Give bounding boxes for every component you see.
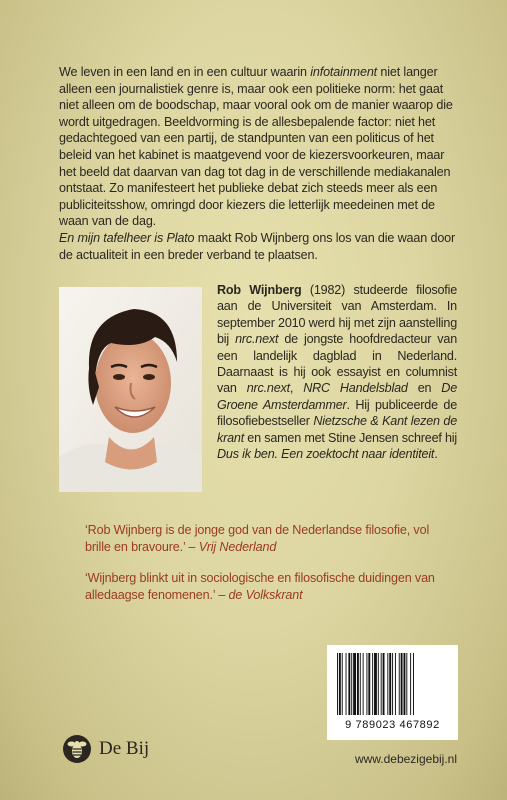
barcode-bar: [363, 653, 364, 715]
barcode-bar: [401, 653, 403, 715]
barcode-bar: [383, 653, 385, 715]
barcode-bar: [360, 653, 361, 715]
back-cover-blurb: [59, 64, 459, 263]
barcode-bar: [404, 653, 406, 715]
barcode-bar: [413, 653, 414, 715]
barcode-bar: [351, 653, 352, 715]
barcode-bar: [353, 653, 356, 715]
barcode-bar: [346, 653, 347, 715]
barcode-bar: [339, 653, 341, 715]
barcode-bar: [389, 653, 391, 715]
quote-source: Vrij Nederland: [198, 539, 277, 554]
barcode-bar: [374, 653, 377, 715]
barcode-bar: [368, 653, 370, 715]
blurb-emphasis: infotainment: [310, 65, 378, 79]
author-name: Rob Wijnberg: [217, 283, 302, 297]
author-bio: Rob Wijnberg (1982) studeerde filosofie aan de Universiteit van Amsterdam. In september 2010 werd hij met zijn aanstelling bij nrc.next de jongste hoofdredacteur van een landelijk dagblad in Nederland. Daarnaast is hij ook essayist en columnist van nrc.next, NRC Handelsblad en De Groene Amsterdammer. Hij publiceerde de filosofiebestseller Nietzsche & Kant lezen de krant en samen met Stine Jensen schreef hij Dus ik ben. Een zoektocht naar identiteit.: [217, 283, 457, 462]
press-quotes: [85, 522, 445, 618]
blurb-paragraph-1: We leven in een land en in een cultuur waarin infotainment niet langer alleen een journalistiek genre is, maar ook een politieke norm: het gaat niet alleen om de boodschap, maar vooral ook om de manier waarop die wordt uitgedragen. Beeldvorming is de allesbepalende factor: niet het gedachtegoed van een partij, de standpunten van een politicus of het beleid van het kabinet is maatgevend voor de kiezersvoorkeuren, maar het beeld dat daarvan van dag tot dag in de verschillende mediakanalen ontstaat. Zo manifesteert het publieke debat zich steeds meer als een publiciteitsshow, omringd door kiezers die letterlijk meedeinen met de waan van de dag.: [59, 65, 453, 229]
publisher-website: www.debezigebij.nl: [354, 752, 457, 766]
barcode-bar: [378, 653, 379, 715]
bee-logo-icon: [62, 734, 92, 764]
barcode-bar: [406, 653, 407, 715]
publisher-name: De Bij: [99, 738, 150, 759]
barcode-bar: [399, 653, 400, 715]
barcode-bar: [392, 653, 393, 715]
author-portrait-illustration: [59, 287, 202, 492]
barcode-bar: [366, 653, 367, 715]
book-title: En mijn tafelheer is Plato: [59, 230, 195, 245]
barcode-bar: [357, 653, 359, 715]
press-quote: ‘Rob Wijnberg is de jonge god van de Nederlandse filosofie, vol brille en bravoure.’ – Vrij Nederland: [85, 523, 430, 554]
barcode-bar: [337, 653, 338, 715]
press-quote: ‘Wijnberg blinkt uit in sociologische en filosofische duidingen van alledaagse fenomenen.’ – de Volkskrant: [85, 571, 435, 602]
quote-source: de Volkskrant: [228, 587, 303, 602]
barcode-bar: [387, 653, 388, 715]
barcode: [327, 645, 458, 740]
barcode-bar: [348, 653, 350, 715]
barcode-bar: [410, 653, 411, 715]
author-portrait: [59, 287, 202, 492]
publisher-logo: [62, 734, 149, 764]
barcode-bar: [372, 653, 373, 715]
isbn-number: 9 789023 467892: [345, 719, 440, 731]
barcode-bar: [342, 653, 343, 715]
barcode-bars: [335, 653, 450, 717]
barcode-bar: [381, 653, 382, 715]
barcode-bar: [395, 653, 396, 715]
blurb-paragraph-2: En mijn tafelheer is Plato maakt Rob Wijnberg ons los van die waan door de actualiteit in een breder verband te plaatsen.: [59, 230, 456, 262]
